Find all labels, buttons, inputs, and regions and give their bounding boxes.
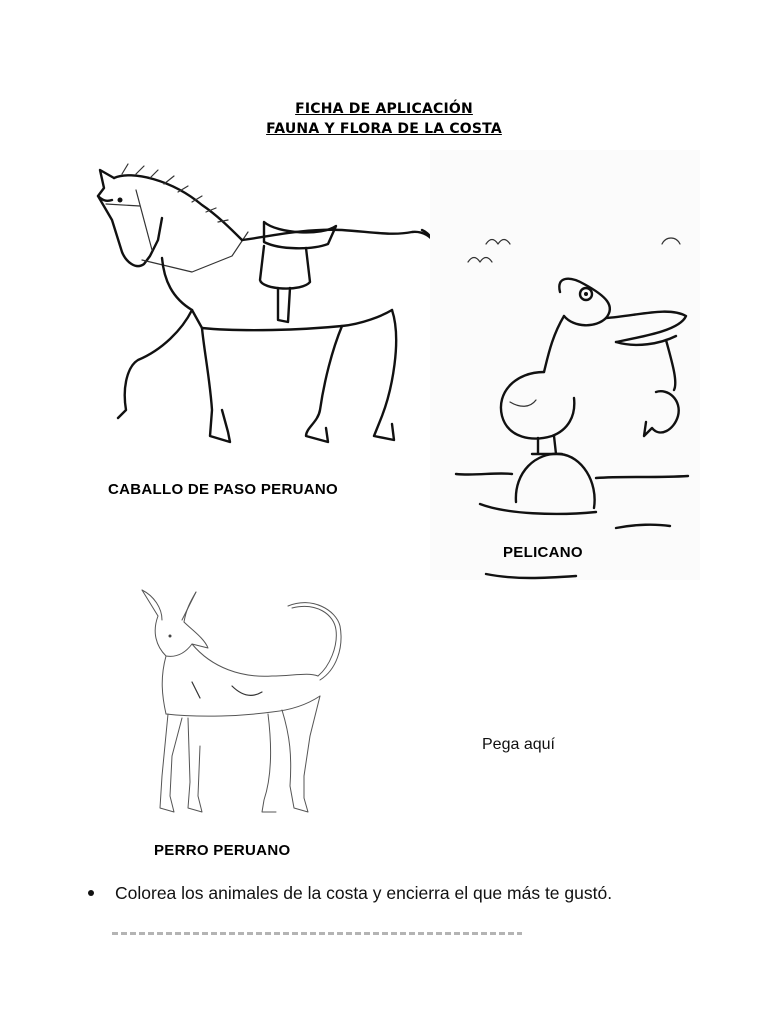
dog-label: PERRO PERUANO — [154, 842, 291, 859]
cut-off-text-line — [112, 928, 522, 936]
worksheet-title: FICHA DE APLICACIÓN — [295, 101, 473, 117]
instruction-text: Colorea los animales de la costa y encierra el que más te gustó. — [115, 883, 613, 903]
peruvian-dog-drawing — [132, 586, 348, 820]
horse-drawing — [92, 160, 452, 460]
worksheet-subtitle: FAUNA Y FLORA DE LA COSTA — [266, 121, 502, 137]
pelican-drawing — [456, 232, 696, 588]
paste-here-note: Pega aquí — [482, 736, 555, 753]
pelican-label: PELICANO — [503, 544, 583, 561]
horse-label: CABALLO DE PASO PERUANO — [108, 481, 338, 498]
bullet-icon — [88, 890, 94, 896]
